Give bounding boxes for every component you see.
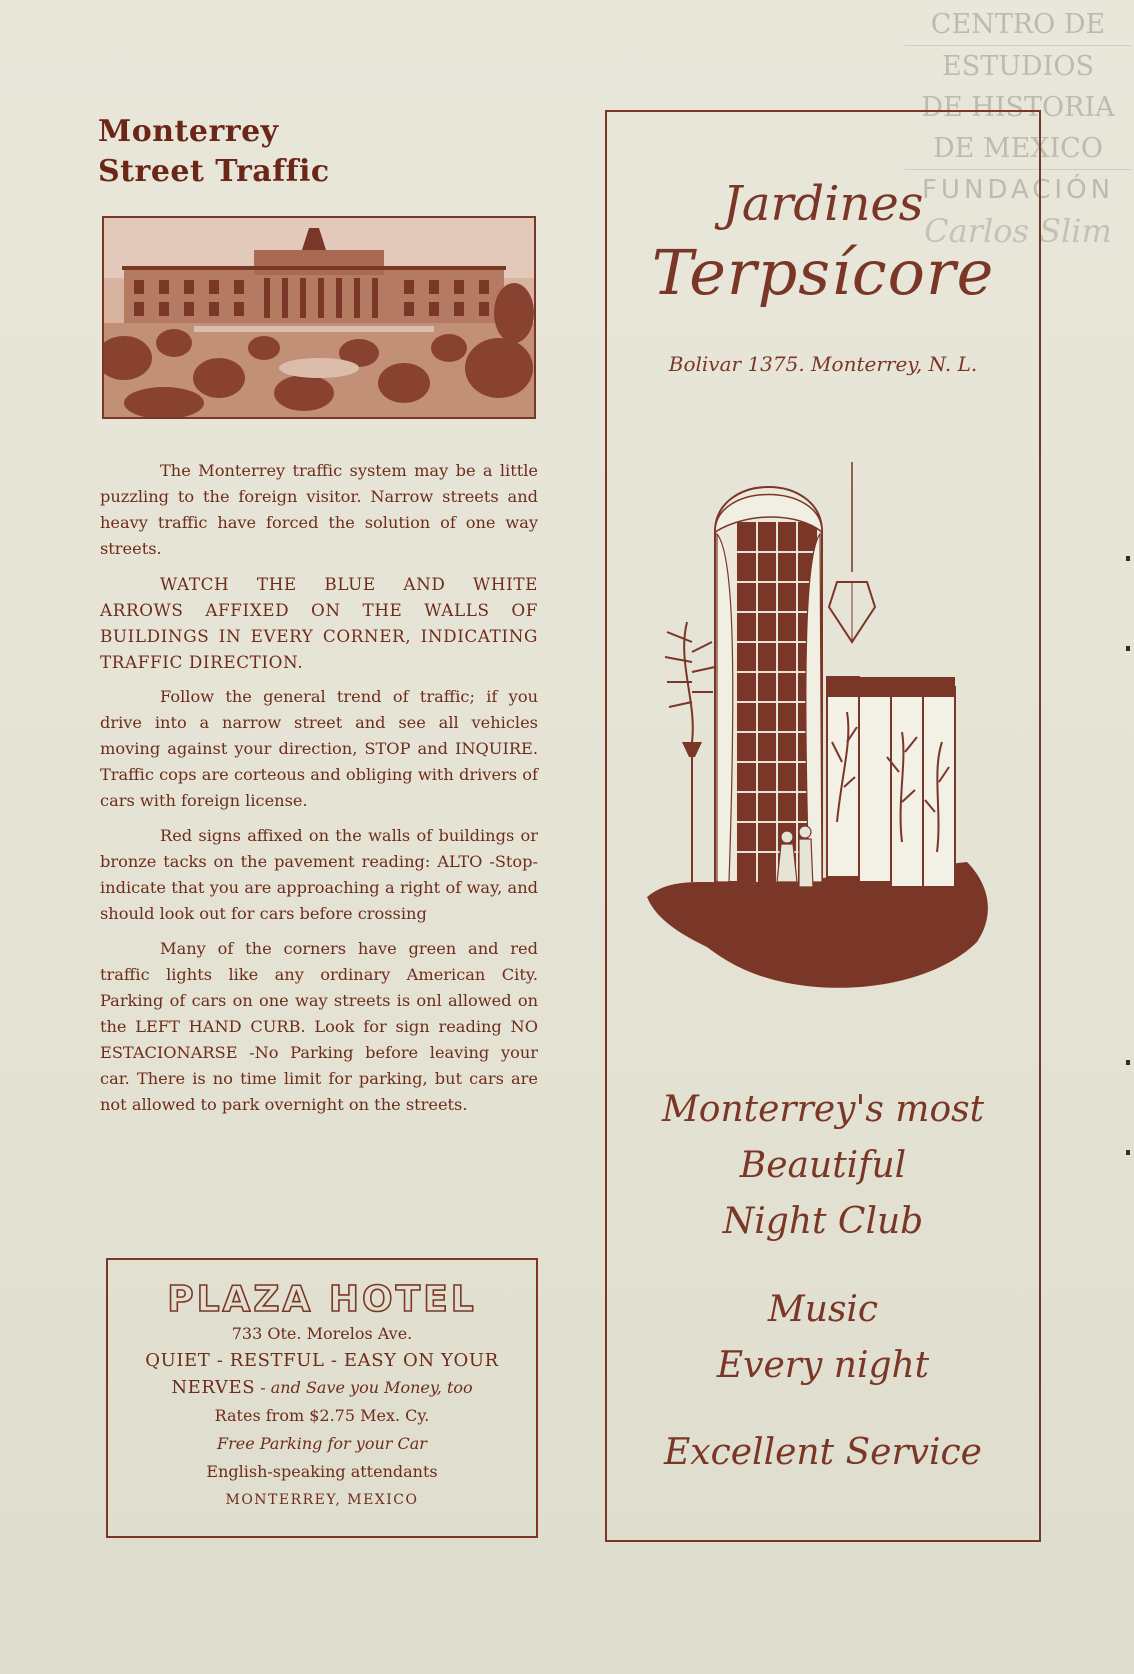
watermark-line: FUNDACIÓN [921, 175, 1115, 205]
hotel-address: 733 Ote. Morelos Ave. [231, 1324, 413, 1343]
hotel-city: MONTERREY, MEXICO [225, 1492, 419, 1508]
article-paragraph: Red signs affixed on the walls of buildings or bronze tacks on the pavement reading: ALTO -Stop- indicate that you are approaching a right of way, and should look out for cars before crossing [100, 826, 538, 923]
article-paragraph: The Monterrey traffic system may be a little puzzling to the foreign visitor. Narrow streets and heavy traffic have forced the solution of one way streets. [100, 461, 538, 558]
margin-speck [1126, 556, 1130, 561]
hotel-tagline: QUIET - RESTFUL - EASY ON YOUR [145, 1350, 499, 1371]
margin-speck [1126, 1060, 1130, 1065]
slogan-service: Excellent Service [664, 1432, 982, 1473]
hotel-tagline-italic: - and Save you Money, too [255, 1378, 473, 1397]
terpsicore-ad [605, 110, 1041, 1542]
hotel-rates: Rates from $2.75 Mex. Cy. [214, 1406, 430, 1425]
article-paragraph: WATCH THE BLUE AND WHITE ARROWS AFFIXED ON THE WALLS OF BUILDINGS IN EVERY CORNER, INDICATING TRAFFIC DIRECTION. [100, 574, 538, 672]
hotel-parking: Free Parking for your Car [217, 1434, 427, 1453]
slogan-line: Music [767, 1289, 879, 1330]
night-club-illustration [637, 442, 1007, 1042]
slogan-club [607, 1082, 1039, 1250]
plaza-hotel-ad [106, 1258, 538, 1538]
hotel-tagline-caps: NERVES [171, 1377, 256, 1398]
article-paragraph: Follow the general trend of traffic; if you drive into a narrow street and see all vehicles moving against your direction, STOP and INQUIRE. Traffic cops are corteous and obliging with drivers of cars with foreign license. [100, 687, 538, 810]
slogan-line: Beautiful [739, 1145, 907, 1186]
palace-photo [102, 216, 536, 419]
hotel-tagline-2 [108, 1374, 536, 1402]
article-title-line: Street Traffic [98, 154, 330, 189]
ad-title-terpsicore: Terpsícore [651, 236, 995, 309]
watermark-line: CENTRO DE [905, 4, 1131, 46]
article-title [98, 112, 498, 192]
slogan-line: Every night [716, 1345, 930, 1386]
watermark-line: DE MEXICO [905, 128, 1131, 170]
article-paragraph: Many of the corners have green and red traffic lights like any ordinary American City. Parking of cars on one way streets is onl allowed on the LEFT HAND CURB. Look for sign reading NO ESTACIONARSE -No Parking before leaving your car. There is no time limit for parking, but cars are not allowed to park overnight on the streets. [100, 939, 538, 1114]
slogan-music [607, 1282, 1039, 1394]
watermark-line: DE HISTORIA [921, 92, 1115, 123]
watermark-line: ESTUDIOS [942, 51, 1094, 82]
margin-speck [1126, 1150, 1130, 1155]
watermark-signature: Carlos Slim [924, 212, 1112, 250]
palace-photo-image [104, 218, 534, 417]
margin-speck [1126, 646, 1130, 651]
hotel-name: PLAZA HOTEL [167, 1279, 477, 1320]
article-body [100, 458, 538, 1127]
hotel-attendants: English-speaking attendants [206, 1462, 438, 1481]
ad-address: Bolivar 1375. Monterrey, N. L. [668, 352, 978, 376]
slogan-line: Night Club [722, 1201, 924, 1242]
slogan-line: Monterrey's most [661, 1089, 985, 1130]
article-title-line: Monterrey [98, 114, 279, 149]
ad-title-jardines: Jardines [722, 176, 924, 232]
